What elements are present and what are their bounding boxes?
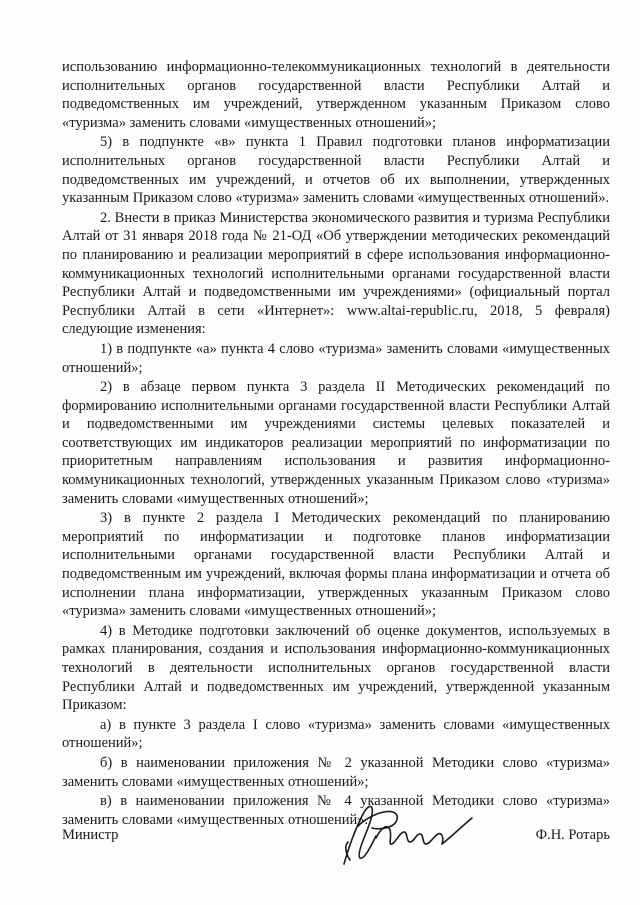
paragraph-10: в) в наименовании приложения № 4 указанной Методики слово «туризма» заменить словами «имущественных отношений». [62, 793, 610, 828]
paragraph-5: 2) в абзаце первом пункта 3 раздела II Методических рекомендаций по формированию исполнительными органами государственной власти Республики Алтай и подведомственными им учреждениями системы целевых показателей и соответствующих им индикаторов реализации мероприятий по информатизации по приоритетным направлениям использования и развития информационно-коммуникационных технологий, утвержденных указанным Приказом слово «туризма» заменить словами «имущественных отношений»; [62, 379, 610, 507]
paragraph-1: использованию информационно-телекоммуникационных технологий в деятельности исполнительных органов государственной власти Республики Алтай и подведомственных им учреждений, утвержденном указанным Приказом слово «туризма» заменить словами «имущественных отношений»; [62, 59, 610, 131]
paragraph-4: 1) в подпункте «а» пункта 4 слово «туризма» заменить словами «имущественных отношений»; [62, 340, 610, 376]
handwritten-signature [314, 798, 489, 870]
paragraph-6: 3) в пункте 2 раздела I Методических рекомендаций по планированию мероприятий по информатизации и подготовке планов информатизации исполнительными органами государственной власти Республики Алтай и подведомственным им учреждений, включая формы плана информатизации и отчета об исполнении плана информатизации, утвержденных указанным Приказом слово «туризма» заменить словами «имущественных отношений»; [62, 510, 610, 620]
signatory-title: Министр [62, 827, 119, 843]
paragraph-8: а) в пункте 3 раздела I слово «туризма» заменить словами «имущественных отношений»; [62, 716, 610, 752]
document-body [62, 58, 610, 830]
signature-block [62, 820, 610, 880]
paragraph-7: 4) в Методике подготовки заключений об оценке документов, используемых в рамках планирования, создания и использования информационно-коммуникационных технологий в деятельности исполнительных органов государственной власти Республики Алтай и подведомственных им учреждений, утвержденной указанным Приказом: [62, 622, 610, 714]
paragraph-9: б) в наименовании приложения № 2 указанной Методики слово «туризма» заменить словами «имущественных отношений»; [62, 754, 610, 790]
paragraph-2: 5) в подпункте «в» пункта 1 Правил подготовки планов информатизации исполнительных органов государственной власти Республики Алтай и подведомственных им учреждений, и отчетов об их выполнении, утвержденных указанным Приказом слово «туризма» заменить словами «имущественных отношений». [62, 134, 610, 207]
paragraph-3: 2. Внести в приказ Министерства экономического развития и туризма Республики Алтай от 31 января 2018 года № 21-ОД «Об утверждении методических рекомендаций по планированию и реализации мероприятий в сфере использования информационно-коммуникационных технологий исполнительными органами государственной власти Республики Алтай и подведомственными им учреждениями» (официальный портал Республики Алтай в сети «Интернет»: www.altai-republic.ru, 2018, 5 февраля) следующие изменения: [62, 209, 610, 338]
signatory-name: Ф.Н. Ротарь [535, 827, 610, 843]
